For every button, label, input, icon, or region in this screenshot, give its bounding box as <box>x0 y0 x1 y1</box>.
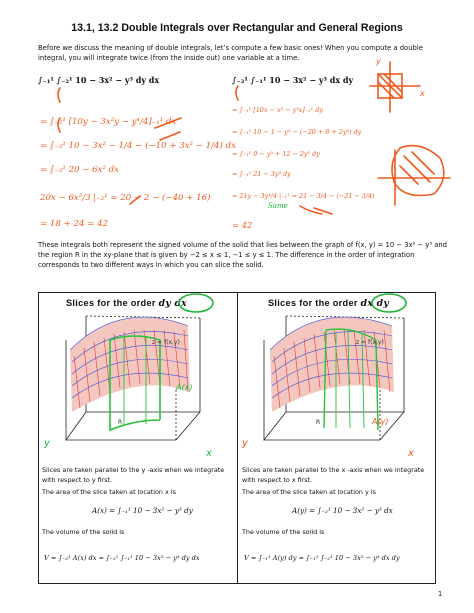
right-title-order: dx dy <box>360 298 389 309</box>
intro-paragraph: Before we discuss the meaning of double integrals, let’s compute a few basic ones! When you compute a double integral, you will integrate twice (from the inside out) one variable at a time. <box>38 44 423 62</box>
left-region-label: R <box>118 419 123 426</box>
hand-left-line2: = ∫₋₂¹ 10 − 3x² − 1/4 − (−10 + 3x² − 1/4) dx <box>40 141 236 151</box>
left-title-order: dy dx <box>158 298 187 309</box>
right-title-prefix: Slices for the order <box>268 298 361 308</box>
right-area-label: A(y) <box>372 417 389 426</box>
right-integral: ∫₋₂¹ ∫₋₁¹ 10 − 3x² − y³ dx dy <box>232 75 354 85</box>
right-3d-plot <box>241 316 414 459</box>
left-integral: ∫₋₁¹ ∫₋₂¹ 10 − 3x² − y³ dy dx <box>38 75 160 85</box>
right-volume-equation: V = ∫₋₁¹ A(y) dy = ∫₋₁¹ ∫₋₂¹ 10 − 3x² − y³ dx dy <box>244 554 400 562</box>
right-caption-3: The volume of the solid is <box>242 528 325 536</box>
left-axis-y: y <box>44 438 50 449</box>
hand-right-line2: = ∫₋₁¹ 10 − 1 − y³ − (−20 + 8 + 2y³) dy <box>232 128 362 136</box>
hand-right-line3: = ∫₋₁¹ 9 − y³ + 12 − 2y³ dy <box>232 150 320 158</box>
left-volume-equation: V = ∫₋₂¹ A(x) dx = ∫₋₂¹ ∫₋₁¹ 10 − 3x² − y³ dy dx <box>44 554 200 562</box>
right-axis-y: y <box>242 438 248 449</box>
right-axis-x: x <box>408 448 414 459</box>
right-caption-2: The area of the slice taken at location y is <box>242 488 376 496</box>
right-surface-label: z = f(x,y) <box>356 339 384 346</box>
left-title-prefix: Slices for the order <box>66 298 159 308</box>
hand-left-line3: = ∫₋₂¹ 20 − 6x² dx <box>40 165 120 175</box>
left-caption-3: The volume of the solid is <box>42 528 125 536</box>
hand-y-label: y <box>376 57 381 66</box>
page-title: 13.1, 13.2 Double Integrals over Rectangular and General Regions <box>71 22 403 34</box>
page-number: 1 <box>438 590 443 598</box>
hand-right-line6: = 42 <box>232 220 253 230</box>
hand-right-line1: = ∫₋₁¹ [10x − x³ − y³x]₋₂¹ dy <box>232 106 323 114</box>
right-caption-1: Slices are taken parallel to the x -axis when we integrate with respect to x first. <box>242 466 425 484</box>
intro-paragraph-2: These integrals both represent the signed volume of the solid that lies between the graph of f(x, y) = 10 − 3x² − y³ and the region R in the xy-plane that is given by −2 ≤ x ≤ 1, −1 ≤ y ≤ 1. The difference in the order of integration corresponds to two different ways in which you can slice the solid. <box>38 241 447 269</box>
hand-left-line5: = 18 + 24 = 42 <box>40 219 109 229</box>
left-3d-plot <box>43 316 212 459</box>
hand-right-line4: = ∫₋₁¹ 21 − 3y³ dy <box>232 170 291 178</box>
hand-right-line5: = 21y − 3y⁴/4 |₋₁¹ = 21 − 3/4 − (−21 − 3/4) <box>232 192 375 200</box>
right-region-label: R <box>316 419 321 426</box>
left-area-label: A(x) <box>176 383 193 392</box>
left-area-equation: A(x) = ∫₋₁¹ 10 − 3x² − y³ dy <box>92 506 193 515</box>
left-caption-1: Slices are taken parallel to the y -axis when we integrate with respect to y first. <box>42 466 225 484</box>
right-area-equation: A(y) = ∫₋₂¹ 10 − 3x² − y³ dx <box>292 506 393 515</box>
left-axis-x: x <box>206 448 212 459</box>
hand-left-line1: = ∫₋₂¹ [10y − 3x²y − y⁴/4]₋₁¹ dx <box>40 117 177 127</box>
left-caption-2: The area of the slice taken at location x is <box>42 488 176 496</box>
hand-left-line4: 20x − 6x³/3 |₋₂¹ = 20 − 2 − (−40 + 16) <box>40 193 211 203</box>
hand-x-label: x <box>420 89 425 98</box>
left-surface-label: z = f(x,y) <box>152 339 180 346</box>
same-note: Same <box>268 202 288 210</box>
